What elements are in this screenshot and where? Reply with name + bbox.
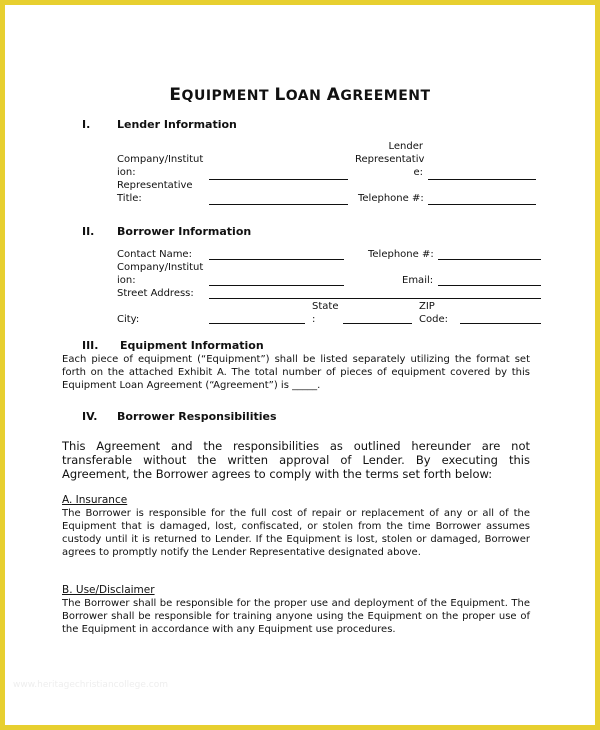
responsibilities-intro: This Agreement and the responsibilities as outlined hereunder are not transferable without the written approval of Lender. By executing this Agreement, the Borrower agrees to comply with the terms set forth below:: [62, 439, 530, 481]
lender-rep-title-label: [117, 179, 193, 205]
label-line: ZIP: [419, 301, 435, 312]
borrower-street-field[interactable]: [209, 298, 541, 299]
title-part: QUIPMENT: [181, 88, 270, 104]
section-number: IV.: [82, 410, 98, 423]
borrower-city-label: City:: [117, 314, 140, 325]
borrower-telephone-label: Telephone #:: [368, 249, 434, 260]
label-line: Company/Institut: [117, 154, 204, 165]
label-line: Title:: [117, 193, 142, 204]
label-line: Lender: [388, 141, 423, 152]
document-page: [5, 5, 595, 725]
borrower-state-field[interactable]: [343, 323, 412, 324]
borrower-telephone-field[interactable]: [438, 259, 541, 260]
borrower-contact-label: Contact Name:: [117, 249, 192, 260]
use-paragraph: The Borrower shall be responsible for the proper use and deployment of the Equipment. The Borrower shall be responsible for training anyone using the Equipment on the proper use of the Equipment in accordance with any Equipment use procedures.: [62, 598, 530, 635]
borrower-zip-field[interactable]: [460, 323, 541, 324]
borrower-email-label: Email:: [402, 275, 434, 286]
lender-company-field[interactable]: [209, 179, 348, 180]
borrower-city-field[interactable]: [209, 323, 305, 324]
borrower-email-field[interactable]: [438, 285, 541, 286]
lender-rep-title-field[interactable]: [209, 204, 348, 205]
title-part: OAN: [285, 88, 322, 104]
section-heading-lender: Lender Information: [117, 118, 237, 131]
title-cap: A: [326, 85, 341, 105]
document-title: [5, 85, 595, 105]
section-heading-responsibilities: Borrower Responsibilities: [117, 410, 277, 423]
lender-rep-label: [355, 140, 423, 179]
borrower-street-label: Street Address:: [117, 288, 194, 299]
insurance-heading: A. Insurance: [62, 494, 128, 506]
borrower-state-label: [312, 300, 338, 326]
borrower-contact-field[interactable]: [209, 259, 344, 260]
insurance-paragraph: The Borrower is responsible for the full cost of repair or replacement of any or all of the Equipment that is damaged, lost, confiscated, or stolen from the time Borrower assumes custody until it is returned to Lender. If the Equipment is lost, stolen or damaged, Borrower agrees to promptly notify the Lender Representative designated above.: [62, 508, 530, 558]
section-heading-equipment: Equipment Information: [120, 339, 264, 352]
title-part: GREEMENT: [340, 88, 431, 104]
use-heading: B. Use/Disclaimer: [62, 584, 155, 596]
label-line: Code:: [419, 314, 448, 325]
label-line: ion:: [117, 275, 136, 286]
borrower-company-field[interactable]: [209, 285, 344, 286]
section-heading-borrower: Borrower Information: [117, 225, 252, 238]
label-line: ion:: [117, 167, 136, 178]
borrower-company-label: [117, 261, 203, 287]
label-line: Company/Institut: [117, 262, 204, 273]
lender-telephone-label: Telephone #:: [358, 193, 424, 204]
lender-rep-field[interactable]: [428, 179, 536, 180]
section-number: I.: [82, 118, 91, 131]
label-line: State: [312, 301, 339, 312]
lender-telephone-field[interactable]: [428, 204, 536, 205]
label-line: e:: [413, 167, 423, 178]
title-cap: L: [274, 85, 286, 105]
equipment-paragraph: Each piece of equipment (“Equipment”) shall be listed separately utilizing the format set forth on the attached Exhibit A. The total number of pieces of equipment covered by this Equipment Loan Agreement (“Agreement”) is _____.: [62, 354, 530, 391]
section-number: II.: [82, 225, 95, 238]
label-line: Representative: [117, 180, 193, 191]
label-line: Representativ: [355, 154, 425, 165]
borrower-zip-label: [419, 300, 448, 326]
section-number: III.: [82, 339, 99, 352]
label-line: :: [312, 314, 316, 325]
title-cap: E: [169, 85, 182, 105]
lender-company-label: [117, 153, 203, 179]
watermark: www.heritagechristiancollege.com: [13, 680, 168, 690]
